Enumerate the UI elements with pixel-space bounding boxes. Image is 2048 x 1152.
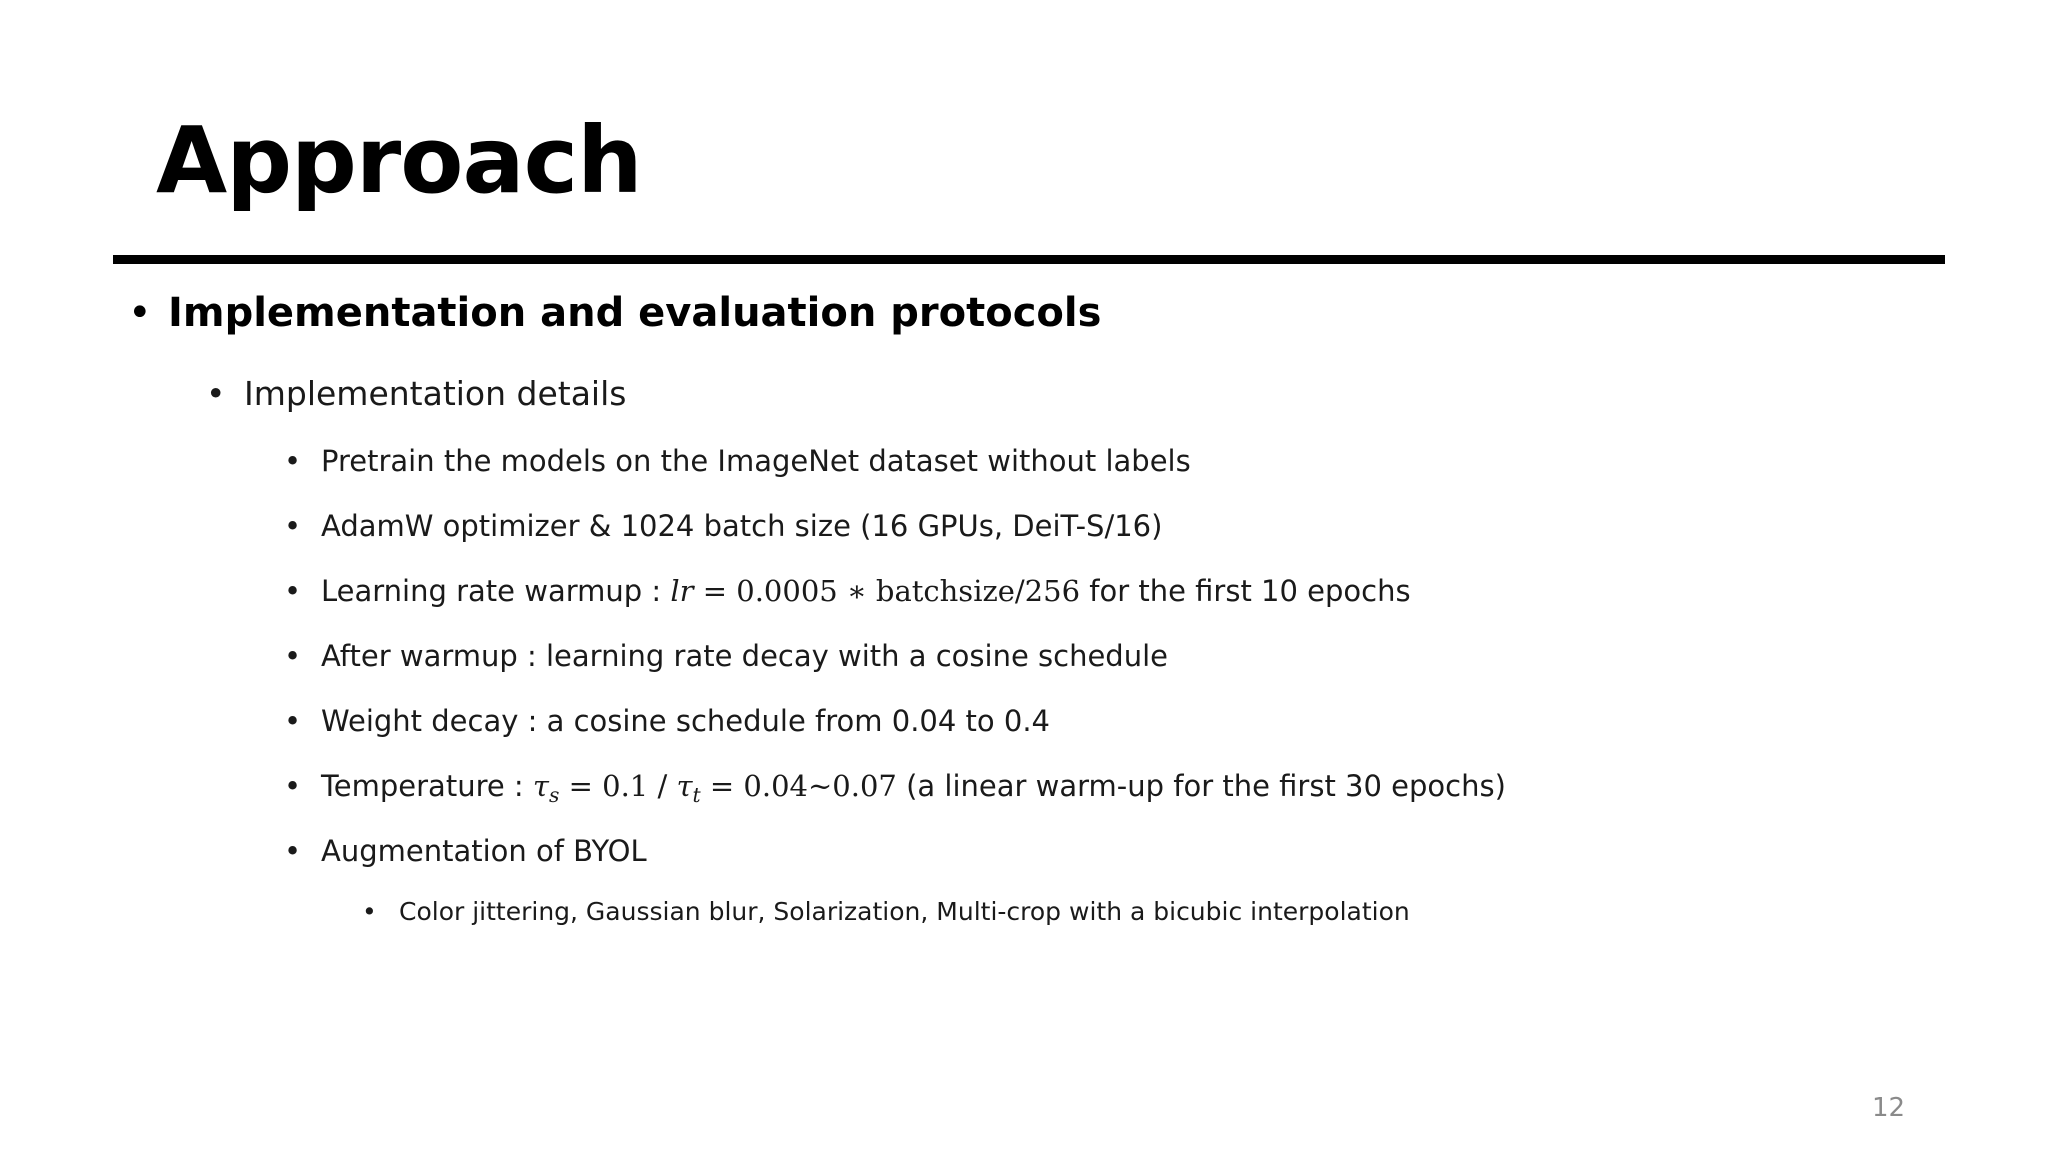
- tau-subscript: s: [548, 783, 560, 808]
- lr-prefix: Learning rate warmup :: [321, 574, 671, 608]
- bullet-item-temperature: [284, 769, 1506, 807]
- slide-title: Approach: [156, 107, 642, 214]
- bullet-marker: •: [284, 834, 302, 868]
- item-text: Color jittering, Gaussian blur, Solarization, Multi-crop with a bicubic interpolation: [399, 897, 1410, 926]
- title-divider: [113, 255, 1945, 264]
- lr-variable: lr: [670, 574, 694, 608]
- subheading-text: Implementation details: [244, 374, 627, 413]
- tau-subscript: t: [692, 783, 701, 808]
- bullet-item-after-warmup: [284, 639, 1168, 673]
- bullet-item-lr-warmup: [284, 574, 1411, 608]
- item-text: Pretrain the models on the ImageNet dataset without labels: [321, 444, 1191, 478]
- bullet-marker: •: [284, 444, 302, 478]
- lr-equation: = 0.0005 ∗ batchsize/256: [693, 574, 1081, 608]
- bullet-marker: •: [284, 704, 302, 738]
- item-text: Weight decay : a cosine schedule from 0.04 to 0.4: [321, 704, 1050, 738]
- tau-s-equation: = 0.1: [559, 769, 649, 803]
- tau-symbol: τ: [676, 769, 693, 803]
- temp-suffix: (a linear warm-up for the first 30 epochs): [896, 769, 1506, 803]
- tau-symbol: τ: [532, 769, 549, 803]
- bullet-marker: •: [128, 290, 152, 336]
- item-text: Augmentation of BYOL: [321, 834, 647, 868]
- bullet-marker: •: [284, 509, 302, 543]
- temp-prefix: Temperature :: [321, 769, 533, 803]
- bullet-item-augmentation: [284, 834, 647, 868]
- item-text: [321, 769, 1506, 807]
- page-number: 12: [1872, 1093, 1906, 1123]
- item-text: AdamW optimizer & 1024 batch size (16 GPUs, DeiT-S/16): [321, 509, 1163, 543]
- bullet-heading: [128, 290, 1101, 336]
- bullet-item-weight-decay: [284, 704, 1050, 738]
- item-text: [321, 574, 1411, 608]
- tau-t-equation: = 0.04~0.07: [700, 769, 897, 803]
- bullet-marker: •: [362, 897, 377, 926]
- bullet-marker: •: [284, 639, 302, 673]
- lr-suffix: for the first 10 epochs: [1080, 574, 1411, 608]
- bullet-item-optimizer: [284, 509, 1162, 543]
- bullet-item-pretrain: [284, 444, 1191, 478]
- heading-text: Implementation and evaluation protocols: [168, 290, 1102, 336]
- bullet-subheading: [206, 374, 626, 413]
- item-text: After warmup : learning rate decay with a cosine schedule: [321, 639, 1168, 673]
- bullet-marker: •: [284, 574, 302, 608]
- bullet-item-augmentation-detail: [362, 897, 1410, 926]
- bullet-marker: •: [284, 769, 302, 803]
- temp-separator: /: [648, 769, 677, 803]
- bullet-marker: •: [206, 374, 226, 413]
